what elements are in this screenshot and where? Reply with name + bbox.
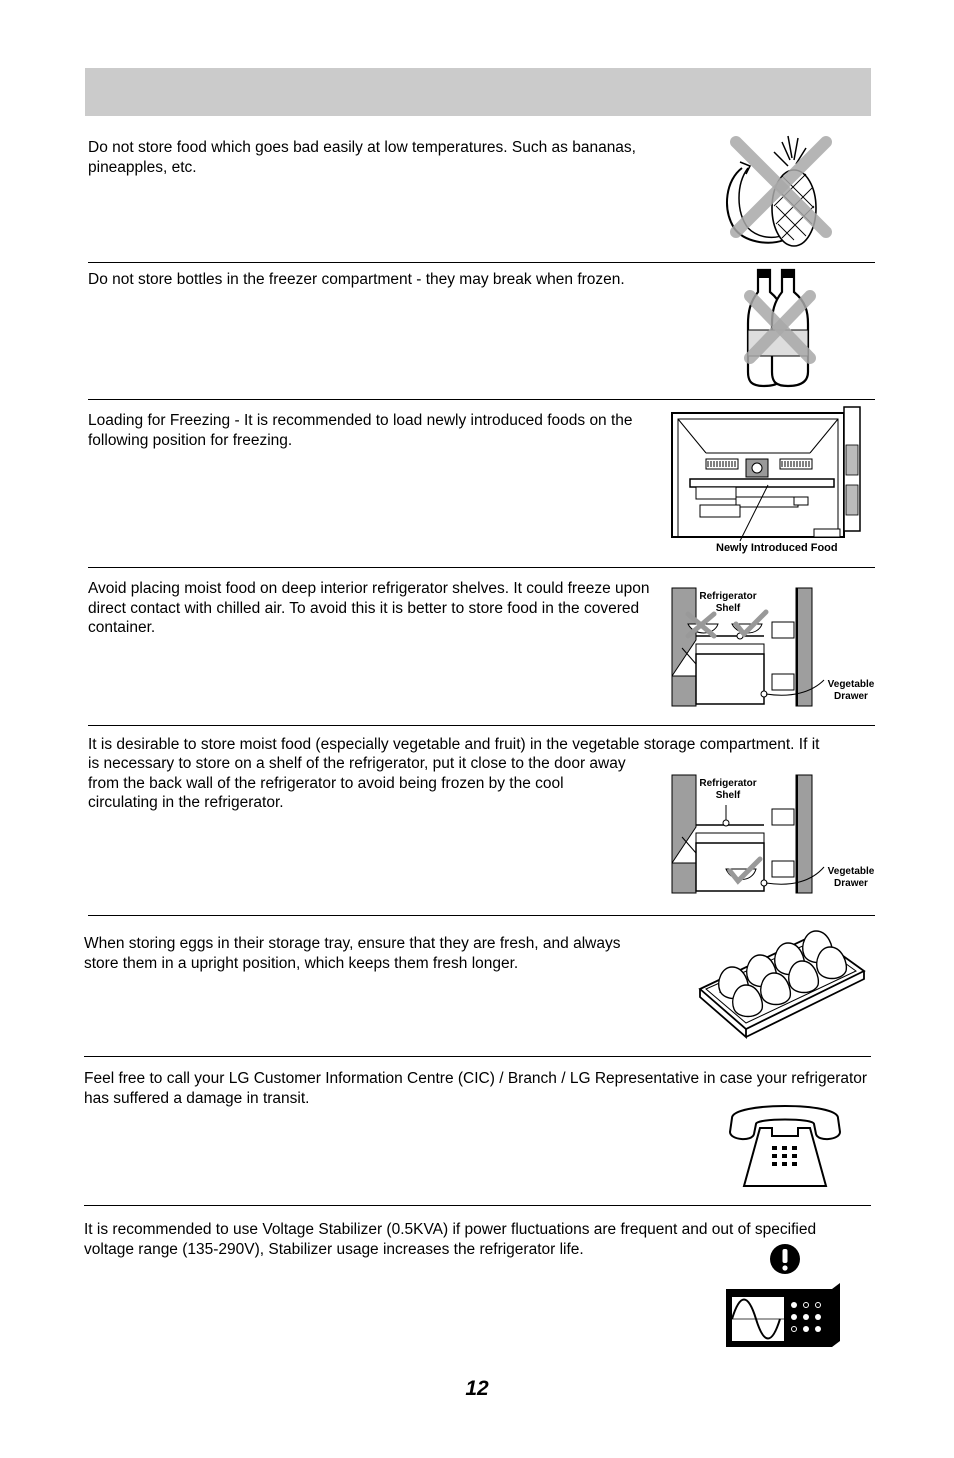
drawer-label-line2: Drawer [834, 691, 868, 702]
drawer-label-line1: Vegetable [827, 679, 875, 690]
freezer-compartment-icon [670, 405, 862, 537]
section-2-text: Do not store bottles in the freezer compartment - they may break when frozen. [88, 271, 625, 288]
newly-introduced-food-label: Newly Introduced Food [716, 542, 838, 554]
section-7-text: Feel free to call your LG Customer Information Centre (CIC) / Branch / LG Representative in case your refrigerator has suffered a damage in transit. [84, 1070, 868, 1107]
drawer-label-line2: Drawer [834, 878, 868, 889]
section-1-text: Do not store food which goes bad easily at low temperatures. Such as bananas, pineapples, etc. [88, 139, 636, 176]
bottles-crossed-icon [744, 268, 822, 388]
shelf-label-line1: Refrigerator [699, 778, 757, 789]
drawer-label-line1: Vegetable [827, 866, 875, 877]
page-number: 12 [465, 1377, 489, 1400]
warning-icon [769, 1243, 801, 1275]
divider [88, 915, 875, 916]
section-8-text: It is recommended to use Voltage Stabilizer (0.5KVA) if power fluctuations are frequent and out of specified voltage range (135-290V), Stabilizer usage increases the refrigerator life. [84, 1221, 817, 1258]
drawer-label [822, 866, 880, 890]
shelf-label-line1: Refrigerator [699, 591, 757, 602]
divider [88, 567, 875, 568]
banana-pineapple-crossed-icon [722, 128, 837, 250]
telephone-icon [726, 1100, 844, 1192]
shelf-label-line2: Shelf [715, 603, 741, 614]
divider [88, 262, 875, 263]
drawer-label [822, 679, 880, 703]
divider [84, 1056, 871, 1057]
section-5-text: is necessary to store on a shelf of the refrigerator, put it close to the door away from the back wall of the refrigerator to avoid being frozen by the cool circulating in the refrigerator. [88, 755, 626, 811]
section-3-text: Loading for Freezing - It is recommended to load newly introduced foods on the following position for freezing. [88, 412, 633, 449]
voltage-stabilizer-icon [724, 1283, 842, 1347]
egg-tray-icon [696, 925, 868, 1041]
shelf-label [697, 591, 759, 615]
shelf-label-line2: Shelf [715, 790, 741, 801]
divider [84, 1205, 871, 1206]
section-5-text-line1: It is desirable to store moist food (especially vegetable and fruit) in the vegetable storage compartment. If it [88, 736, 820, 753]
divider [88, 399, 875, 400]
shelf-label [697, 778, 759, 802]
section-4-text: Avoid placing moist food on deep interior refrigerator shelves. It could freeze upon direct contact with chilled air. To avoid this it is better to store food in the covered container. [88, 580, 650, 636]
section-6-text: When storing eggs in their storage tray, ensure that they are fresh, and always store them in a upright position, which keeps them fresh longer. [84, 935, 621, 972]
header-bar [85, 68, 871, 116]
divider [88, 725, 875, 726]
